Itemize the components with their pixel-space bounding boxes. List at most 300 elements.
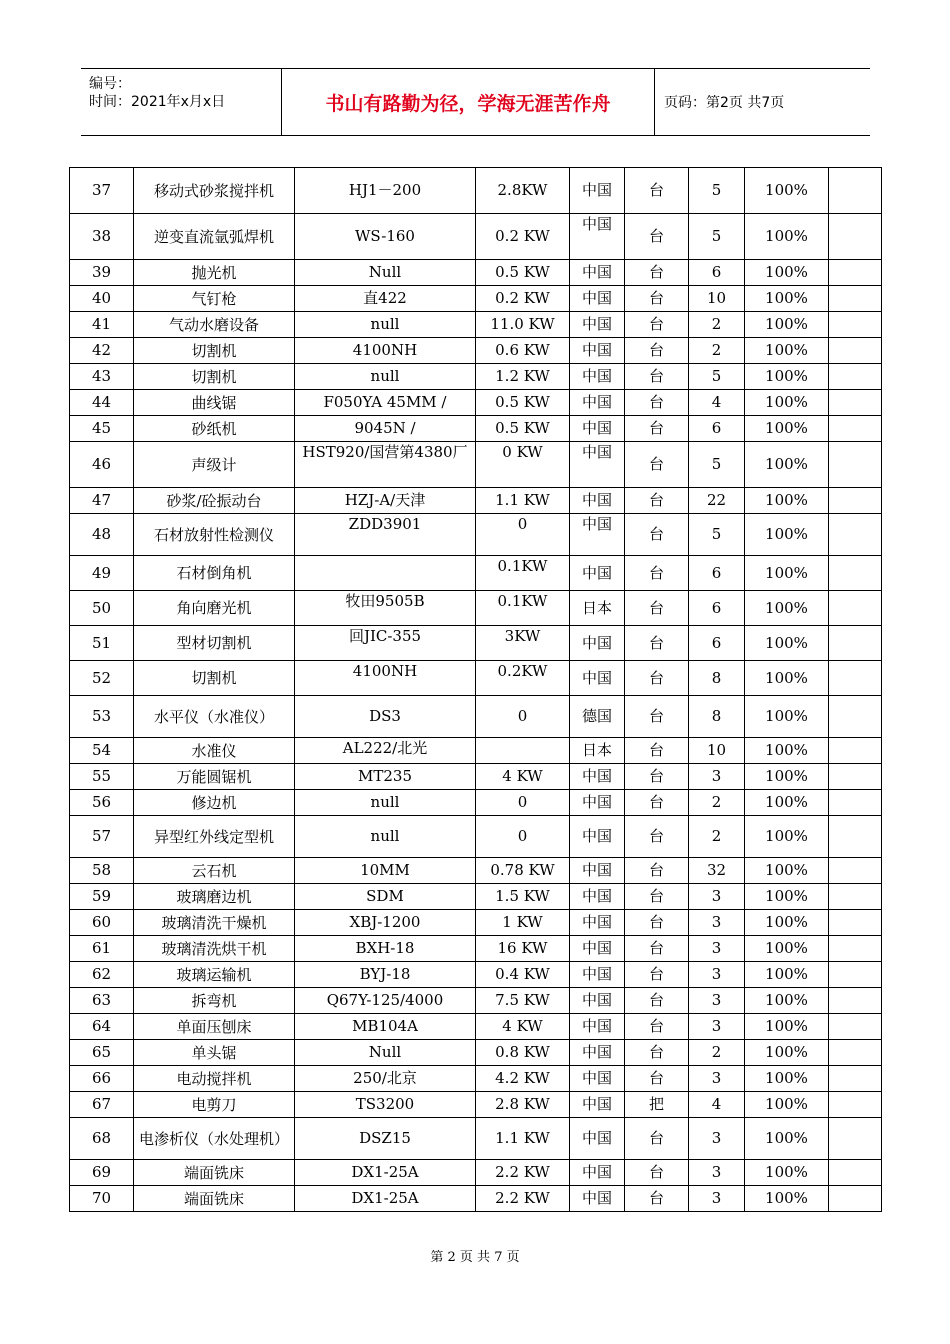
equipment-unit: 台	[625, 1014, 689, 1040]
remark-cell	[829, 738, 882, 764]
document-number-label: 编号：	[89, 76, 131, 92]
equipment-power: 0.2KW	[476, 661, 570, 696]
equipment-name: 切割机	[134, 338, 295, 364]
equipment-name: 云石机	[134, 858, 295, 884]
equipment-name: 切割机	[134, 661, 295, 696]
table-row	[70, 591, 882, 626]
equipment-origin: 中国	[570, 286, 625, 312]
equipment-origin: 中国	[570, 764, 625, 790]
row-number: 45	[70, 416, 134, 442]
row-number: 43	[70, 364, 134, 390]
equipment-quantity: 5	[689, 214, 745, 260]
equipment-unit: 台	[625, 556, 689, 591]
equipment-power: 3KW	[476, 626, 570, 661]
table-row	[70, 661, 882, 696]
equipment-unit: 台	[625, 488, 689, 514]
equipment-name: 水平仪（水准仪）	[134, 696, 295, 738]
equipment-model: 4100NH	[295, 338, 476, 364]
table-row	[70, 168, 882, 214]
equipment-power: 0.4 KW	[476, 962, 570, 988]
row-number: 65	[70, 1040, 134, 1066]
equipment-name: 电动搅拌机	[134, 1066, 295, 1092]
row-number: 70	[70, 1186, 134, 1212]
equipment-model: Q67Y-125/4000	[295, 988, 476, 1014]
equipment-rate: 100%	[745, 884, 829, 910]
equipment-quantity: 10	[689, 286, 745, 312]
row-number: 59	[70, 884, 134, 910]
equipment-quantity: 3	[689, 962, 745, 988]
remark-cell	[829, 661, 882, 696]
equipment-model: BYJ-18	[295, 962, 476, 988]
equipment-rate: 100%	[745, 764, 829, 790]
equipment-rate: 100%	[745, 488, 829, 514]
equipment-rate: 100%	[745, 738, 829, 764]
table-row	[70, 764, 882, 790]
equipment-model: 牧田9505B	[295, 591, 476, 626]
equipment-name: 万能圆锯机	[134, 764, 295, 790]
equipment-unit: 台	[625, 962, 689, 988]
equipment-power: 0	[476, 790, 570, 816]
row-number: 39	[70, 260, 134, 286]
equipment-name: 玻璃清洗干燥机	[134, 910, 295, 936]
row-number: 49	[70, 556, 134, 591]
equipment-name: 电剪刀	[134, 1092, 295, 1118]
equipment-quantity: 5	[689, 442, 745, 488]
table-row	[70, 1014, 882, 1040]
table-row	[70, 884, 882, 910]
remark-cell	[829, 988, 882, 1014]
equipment-model: BXH-18	[295, 936, 476, 962]
equipment-rate: 100%	[745, 1118, 829, 1160]
equipment-origin: 中国	[570, 514, 625, 556]
equipment-origin: 中国	[570, 626, 625, 661]
page-footer: 第 2 页 共 7 页	[430, 1250, 520, 1265]
equipment-unit: 台	[625, 1118, 689, 1160]
equipment-unit: 台	[625, 936, 689, 962]
table-row	[70, 1040, 882, 1066]
equipment-origin: 中国	[570, 858, 625, 884]
equipment-origin: 中国	[570, 661, 625, 696]
equipment-rate: 100%	[745, 556, 829, 591]
equipment-quantity: 3	[689, 1066, 745, 1092]
equipment-quantity: 10	[689, 738, 745, 764]
header-page-number: 页码：第2页 共7页	[664, 95, 785, 111]
row-number: 60	[70, 910, 134, 936]
row-number: 40	[70, 286, 134, 312]
table-row	[70, 1092, 882, 1118]
equipment-model: DX1-25A	[295, 1160, 476, 1186]
row-number: 50	[70, 591, 134, 626]
equipment-rate: 100%	[745, 858, 829, 884]
equipment-unit: 台	[625, 626, 689, 661]
equipment-model: 直422	[295, 286, 476, 312]
remark-cell	[829, 390, 882, 416]
equipment-rate: 100%	[745, 168, 829, 214]
page-header	[81, 68, 870, 136]
remark-cell	[829, 790, 882, 816]
remark-cell	[829, 312, 882, 338]
table-row	[70, 1160, 882, 1186]
equipment-quantity: 6	[689, 591, 745, 626]
equipment-unit: 台	[625, 286, 689, 312]
table-row	[70, 338, 882, 364]
equipment-unit: 台	[625, 442, 689, 488]
equipment-unit: 台	[625, 1040, 689, 1066]
equipment-model: SDM	[295, 884, 476, 910]
equipment-unit: 台	[625, 790, 689, 816]
equipment-rate: 100%	[745, 1066, 829, 1092]
equipment-power: 0	[476, 816, 570, 858]
equipment-quantity: 3	[689, 1160, 745, 1186]
equipment-rate: 100%	[745, 364, 829, 390]
equipment-name: 单面压刨床	[134, 1014, 295, 1040]
equipment-name: 石材倒角机	[134, 556, 295, 591]
remark-cell	[829, 816, 882, 858]
equipment-quantity: 3	[689, 936, 745, 962]
equipment-name: 电渗析仪（水处理机）	[134, 1118, 295, 1160]
row-number: 54	[70, 738, 134, 764]
equipment-unit: 台	[625, 260, 689, 286]
equipment-table	[69, 167, 882, 1212]
equipment-quantity: 6	[689, 260, 745, 286]
equipment-origin: 中国	[570, 1160, 625, 1186]
equipment-power: 0.5 KW	[476, 390, 570, 416]
equipment-name: 单头锯	[134, 1040, 295, 1066]
equipment-name: 水准仪	[134, 738, 295, 764]
table-row	[70, 514, 882, 556]
equipment-power: 2.2 KW	[476, 1186, 570, 1212]
equipment-rate: 100%	[745, 338, 829, 364]
equipment-rate: 100%	[745, 1014, 829, 1040]
table-row	[70, 442, 882, 488]
row-number: 58	[70, 858, 134, 884]
table-row	[70, 390, 882, 416]
remark-cell	[829, 1160, 882, 1186]
row-number: 37	[70, 168, 134, 214]
equipment-quantity: 8	[689, 661, 745, 696]
equipment-model: HST920/国营第4380厂	[295, 442, 476, 488]
equipment-quantity: 3	[689, 988, 745, 1014]
header-meta	[81, 69, 282, 135]
equipment-rate: 100%	[745, 214, 829, 260]
equipment-origin: 中国	[570, 1118, 625, 1160]
remark-cell	[829, 168, 882, 214]
equipment-power: 0.2 KW	[476, 214, 570, 260]
equipment-name: 角向磨光机	[134, 591, 295, 626]
equipment-power: 2.8KW	[476, 168, 570, 214]
equipment-origin: 中国	[570, 1014, 625, 1040]
table-row	[70, 260, 882, 286]
remark-cell	[829, 338, 882, 364]
equipment-model: HJ1－200	[295, 168, 476, 214]
equipment-unit: 台	[625, 1160, 689, 1186]
equipment-origin: 中国	[570, 312, 625, 338]
row-number: 67	[70, 1092, 134, 1118]
equipment-model: DX1-25A	[295, 1186, 476, 1212]
equipment-rate: 100%	[745, 626, 829, 661]
equipment-power: 0.78 KW	[476, 858, 570, 884]
equipment-power: 1.1 KW	[476, 488, 570, 514]
equipment-model: Null	[295, 260, 476, 286]
remark-cell	[829, 591, 882, 626]
equipment-quantity: 2	[689, 816, 745, 858]
equipment-model: HZJ-A/天津	[295, 488, 476, 514]
equipment-origin: 日本	[570, 591, 625, 626]
equipment-origin: 中国	[570, 884, 625, 910]
equipment-quantity: 6	[689, 416, 745, 442]
equipment-quantity: 6	[689, 556, 745, 591]
row-number: 38	[70, 214, 134, 260]
equipment-rate: 100%	[745, 390, 829, 416]
equipment-origin: 中国	[570, 390, 625, 416]
equipment-power: 0.2 KW	[476, 286, 570, 312]
equipment-quantity: 2	[689, 790, 745, 816]
equipment-name: 切割机	[134, 364, 295, 390]
equipment-model: MB104A	[295, 1014, 476, 1040]
equipment-power: 1.2 KW	[476, 364, 570, 390]
remark-cell	[829, 214, 882, 260]
equipment-unit: 台	[625, 661, 689, 696]
remark-cell	[829, 764, 882, 790]
remark-cell	[829, 556, 882, 591]
equipment-origin: 中国	[570, 1040, 625, 1066]
table-row	[70, 988, 882, 1014]
equipment-model: null	[295, 364, 476, 390]
equipment-unit: 台	[625, 1066, 689, 1092]
equipment-model: null	[295, 312, 476, 338]
equipment-rate: 100%	[745, 591, 829, 626]
equipment-model: 9045N /	[295, 416, 476, 442]
remark-cell	[829, 626, 882, 661]
equipment-model: null	[295, 816, 476, 858]
table-row	[70, 312, 882, 338]
equipment-table-body	[70, 168, 882, 1212]
equipment-unit: 台	[625, 738, 689, 764]
equipment-model: DS3	[295, 696, 476, 738]
equipment-origin: 中国	[570, 442, 625, 488]
equipment-power	[476, 738, 570, 764]
equipment-model: 回JIC-355	[295, 626, 476, 661]
equipment-unit: 台	[625, 416, 689, 442]
equipment-name: 抛光机	[134, 260, 295, 286]
row-number: 44	[70, 390, 134, 416]
equipment-power: 11.0 KW	[476, 312, 570, 338]
equipment-name: 气钉枪	[134, 286, 295, 312]
equipment-power: 0.6 KW	[476, 338, 570, 364]
equipment-unit: 台	[625, 168, 689, 214]
equipment-rate: 100%	[745, 988, 829, 1014]
row-number: 46	[70, 442, 134, 488]
table-row	[70, 696, 882, 738]
row-number: 47	[70, 488, 134, 514]
remark-cell	[829, 260, 882, 286]
equipment-power: 16 KW	[476, 936, 570, 962]
equipment-rate: 100%	[745, 816, 829, 858]
equipment-name: 曲线锯	[134, 390, 295, 416]
equipment-quantity: 8	[689, 696, 745, 738]
equipment-model: XBJ-1200	[295, 910, 476, 936]
table-row	[70, 626, 882, 661]
equipment-model: TS3200	[295, 1092, 476, 1118]
equipment-model: AL222/北光	[295, 738, 476, 764]
table-row	[70, 1066, 882, 1092]
equipment-model	[295, 556, 476, 591]
row-number: 53	[70, 696, 134, 738]
equipment-model: DSZ15	[295, 1118, 476, 1160]
equipment-power: 0	[476, 696, 570, 738]
equipment-quantity: 3	[689, 884, 745, 910]
equipment-power: 1.1 KW	[476, 1118, 570, 1160]
equipment-unit: 台	[625, 312, 689, 338]
remark-cell	[829, 1118, 882, 1160]
equipment-name: 端面铣床	[134, 1186, 295, 1212]
equipment-name: 玻璃运输机	[134, 962, 295, 988]
equipment-rate: 100%	[745, 260, 829, 286]
equipment-rate: 100%	[745, 1160, 829, 1186]
equipment-quantity: 4	[689, 1092, 745, 1118]
table-row	[70, 816, 882, 858]
table-row	[70, 936, 882, 962]
remark-cell	[829, 442, 882, 488]
equipment-unit: 台	[625, 764, 689, 790]
remark-cell	[829, 286, 882, 312]
header-motto: 书山有路勤为径，学海无涯苦作舟	[282, 69, 655, 135]
equipment-name: 拆弯机	[134, 988, 295, 1014]
row-number: 69	[70, 1160, 134, 1186]
equipment-power: 0.5 KW	[476, 416, 570, 442]
remark-cell	[829, 962, 882, 988]
equipment-name: 型材切割机	[134, 626, 295, 661]
equipment-quantity: 3	[689, 764, 745, 790]
equipment-quantity: 2	[689, 312, 745, 338]
equipment-quantity: 5	[689, 168, 745, 214]
equipment-origin: 中国	[570, 488, 625, 514]
table-row	[70, 214, 882, 260]
equipment-rate: 100%	[745, 790, 829, 816]
equipment-unit: 台	[625, 696, 689, 738]
equipment-model: Null	[295, 1040, 476, 1066]
table-row	[70, 286, 882, 312]
equipment-rate: 100%	[745, 416, 829, 442]
equipment-unit: 台	[625, 816, 689, 858]
remark-cell	[829, 416, 882, 442]
equipment-model: WS-160	[295, 214, 476, 260]
equipment-quantity: 6	[689, 626, 745, 661]
equipment-quantity: 5	[689, 364, 745, 390]
equipment-origin: 中国	[570, 1186, 625, 1212]
equipment-origin: 中国	[570, 364, 625, 390]
equipment-name: 修边机	[134, 790, 295, 816]
equipment-origin: 中国	[570, 988, 625, 1014]
equipment-name: 砂纸机	[134, 416, 295, 442]
equipment-power: 4 KW	[476, 764, 570, 790]
equipment-origin: 中国	[570, 962, 625, 988]
remark-cell	[829, 514, 882, 556]
equipment-model: null	[295, 790, 476, 816]
equipment-name: 声级计	[134, 442, 295, 488]
row-number: 52	[70, 661, 134, 696]
remark-cell	[829, 1092, 882, 1118]
equipment-quantity: 22	[689, 488, 745, 514]
equipment-origin: 中国	[570, 556, 625, 591]
equipment-model: MT235	[295, 764, 476, 790]
equipment-origin: 中国	[570, 214, 625, 260]
equipment-rate: 100%	[745, 1186, 829, 1212]
equipment-power: 0 KW	[476, 442, 570, 488]
equipment-quantity: 2	[689, 1040, 745, 1066]
equipment-origin: 中国	[570, 816, 625, 858]
table-row	[70, 556, 882, 591]
equipment-origin: 中国	[570, 416, 625, 442]
remark-cell	[829, 1186, 882, 1212]
equipment-model: ZDD3901	[295, 514, 476, 556]
equipment-origin: 中国	[570, 168, 625, 214]
equipment-rate: 100%	[745, 1092, 829, 1118]
remark-cell	[829, 488, 882, 514]
equipment-name: 玻璃磨边机	[134, 884, 295, 910]
equipment-unit: 台	[625, 390, 689, 416]
equipment-model: 250/北京	[295, 1066, 476, 1092]
table-row	[70, 416, 882, 442]
equipment-quantity: 2	[689, 338, 745, 364]
equipment-quantity: 32	[689, 858, 745, 884]
remark-cell	[829, 1014, 882, 1040]
equipment-unit: 台	[625, 338, 689, 364]
equipment-power: 7.5 KW	[476, 988, 570, 1014]
remark-cell	[829, 936, 882, 962]
equipment-unit: 台	[625, 884, 689, 910]
equipment-origin: 中国	[570, 1066, 625, 1092]
remark-cell	[829, 884, 882, 910]
equipment-rate: 100%	[745, 661, 829, 696]
equipment-model: F050YA 45MM /	[295, 390, 476, 416]
table-row	[70, 858, 882, 884]
equipment-name: 移动式砂浆搅拌机	[134, 168, 295, 214]
row-number: 63	[70, 988, 134, 1014]
equipment-model: 10MM	[295, 858, 476, 884]
row-number: 48	[70, 514, 134, 556]
equipment-origin: 中国	[570, 338, 625, 364]
equipment-unit: 台	[625, 514, 689, 556]
table-row	[70, 738, 882, 764]
equipment-power: 4 KW	[476, 1014, 570, 1040]
equipment-power: 0.1KW	[476, 556, 570, 591]
equipment-power: 1.5 KW	[476, 884, 570, 910]
equipment-name: 端面铣床	[134, 1160, 295, 1186]
equipment-unit: 台	[625, 591, 689, 626]
equipment-name: 石材放射性检测仪	[134, 514, 295, 556]
table-row	[70, 488, 882, 514]
equipment-power: 1 KW	[476, 910, 570, 936]
remark-cell	[829, 1040, 882, 1066]
row-number: 61	[70, 936, 134, 962]
row-number: 64	[70, 1014, 134, 1040]
equipment-rate: 100%	[745, 312, 829, 338]
equipment-power: 2.2 KW	[476, 1160, 570, 1186]
remark-cell	[829, 858, 882, 884]
row-number: 62	[70, 962, 134, 988]
row-number: 41	[70, 312, 134, 338]
equipment-origin: 德国	[570, 696, 625, 738]
equipment-unit: 台	[625, 988, 689, 1014]
row-number: 68	[70, 1118, 134, 1160]
equipment-unit: 台	[625, 910, 689, 936]
equipment-power: 0.1KW	[476, 591, 570, 626]
row-number: 42	[70, 338, 134, 364]
document-date-label: 时间：2021年x月x日	[89, 94, 226, 110]
equipment-rate: 100%	[745, 936, 829, 962]
remark-cell	[829, 1066, 882, 1092]
